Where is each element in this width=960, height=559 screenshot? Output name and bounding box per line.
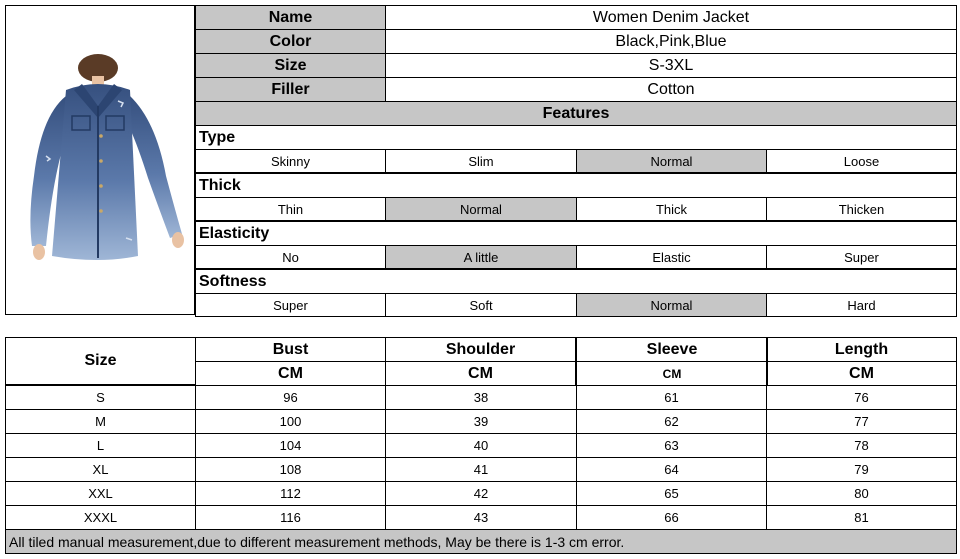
- size-value-l-2: 63: [576, 433, 767, 458]
- spec-label-size: Size: [195, 53, 386, 78]
- size-label-m: M: [5, 409, 196, 434]
- size-value-s-3: 76: [766, 385, 957, 410]
- feature-option-thick-3: Thicken: [766, 197, 957, 221]
- size-value-xxl-1: 42: [385, 481, 577, 506]
- size-value-xl-1: 41: [385, 457, 577, 482]
- product-photo-frame: [5, 5, 195, 315]
- features-title: Features: [195, 101, 957, 126]
- feature-option-elasticity-2: Elastic: [576, 245, 767, 269]
- feature-option-thick-1: Normal: [385, 197, 577, 221]
- spec-value-color: Black,Pink,Blue: [385, 29, 957, 54]
- size-value-m-0: 100: [195, 409, 386, 434]
- measure-unit-sleeve: CM: [576, 361, 768, 386]
- spec-value-name: Women Denim Jacket: [385, 5, 957, 30]
- measure-unit-shoulder: CM: [385, 361, 576, 386]
- size-value-xxxl-2: 66: [576, 505, 767, 530]
- feature-heading-thick: Thick: [195, 173, 957, 198]
- size-value-xxxl-0: 116: [195, 505, 386, 530]
- measure-header-shoulder: Shoulder: [385, 337, 576, 362]
- feature-option-elasticity-0: No: [195, 245, 386, 269]
- size-label-xl: XL: [5, 457, 196, 482]
- feature-option-softness-1: Soft: [385, 293, 577, 317]
- feature-option-softness-3: Hard: [766, 293, 957, 317]
- size-value-xxl-3: 80: [766, 481, 957, 506]
- size-value-xl-2: 64: [576, 457, 767, 482]
- spec-label-filler: Filler: [195, 77, 386, 102]
- size-label-xxl: XXL: [5, 481, 196, 506]
- size-value-xxl-0: 112: [195, 481, 386, 506]
- feature-heading-elasticity: Elasticity: [195, 221, 957, 246]
- measurement-note: All tiled manual measurement,due to different measurement methods, May be there is 1-3 cm error.: [5, 529, 957, 554]
- measure-header-bust: Bust: [195, 337, 386, 362]
- denim-jacket-image: [6, 6, 194, 314]
- measure-header-length: Length: [766, 337, 957, 362]
- size-label-l: L: [5, 433, 196, 458]
- feature-option-type-2: Normal: [576, 149, 767, 173]
- feature-option-softness-0: Super: [195, 293, 386, 317]
- spec-value-filler: Cotton: [385, 77, 957, 102]
- size-value-m-3: 77: [766, 409, 957, 434]
- feature-heading-type: Type: [195, 125, 957, 150]
- size-value-xxxl-1: 43: [385, 505, 577, 530]
- feature-option-softness-2: Normal: [576, 293, 767, 317]
- size-value-m-1: 39: [385, 409, 577, 434]
- size-value-xl-0: 108: [195, 457, 386, 482]
- size-value-l-3: 78: [766, 433, 957, 458]
- measure-unit-bust: CM: [195, 361, 386, 386]
- spec-label-color: Color: [195, 29, 386, 54]
- spec-label-name: Name: [195, 5, 386, 30]
- measure-unit-length: CM: [766, 361, 957, 386]
- feature-option-elasticity-1: A little: [385, 245, 577, 269]
- size-value-xxl-2: 65: [576, 481, 767, 506]
- feature-option-elasticity-3: Super: [766, 245, 957, 269]
- feature-option-type-3: Loose: [766, 149, 957, 173]
- size-value-xl-3: 79: [766, 457, 957, 482]
- size-value-s-0: 96: [195, 385, 386, 410]
- size-value-l-1: 40: [385, 433, 577, 458]
- size-label-s: S: [5, 385, 196, 410]
- feature-option-type-1: Slim: [385, 149, 577, 173]
- measure-header-sleeve: Sleeve: [576, 337, 768, 362]
- size-value-l-0: 104: [195, 433, 386, 458]
- feature-heading-softness: Softness: [195, 269, 957, 294]
- size-value-xxxl-3: 81: [766, 505, 957, 530]
- size-value-s-2: 61: [576, 385, 767, 410]
- size-label-xxxl: XXXL: [5, 505, 196, 530]
- spec-value-size: S-3XL: [385, 53, 957, 78]
- size-column-header: Size: [5, 337, 196, 385]
- size-value-m-2: 62: [576, 409, 767, 434]
- feature-option-thick-2: Thick: [576, 197, 767, 221]
- feature-option-type-0: Skinny: [195, 149, 386, 173]
- feature-option-thick-0: Thin: [195, 197, 386, 221]
- size-value-s-1: 38: [385, 385, 577, 410]
